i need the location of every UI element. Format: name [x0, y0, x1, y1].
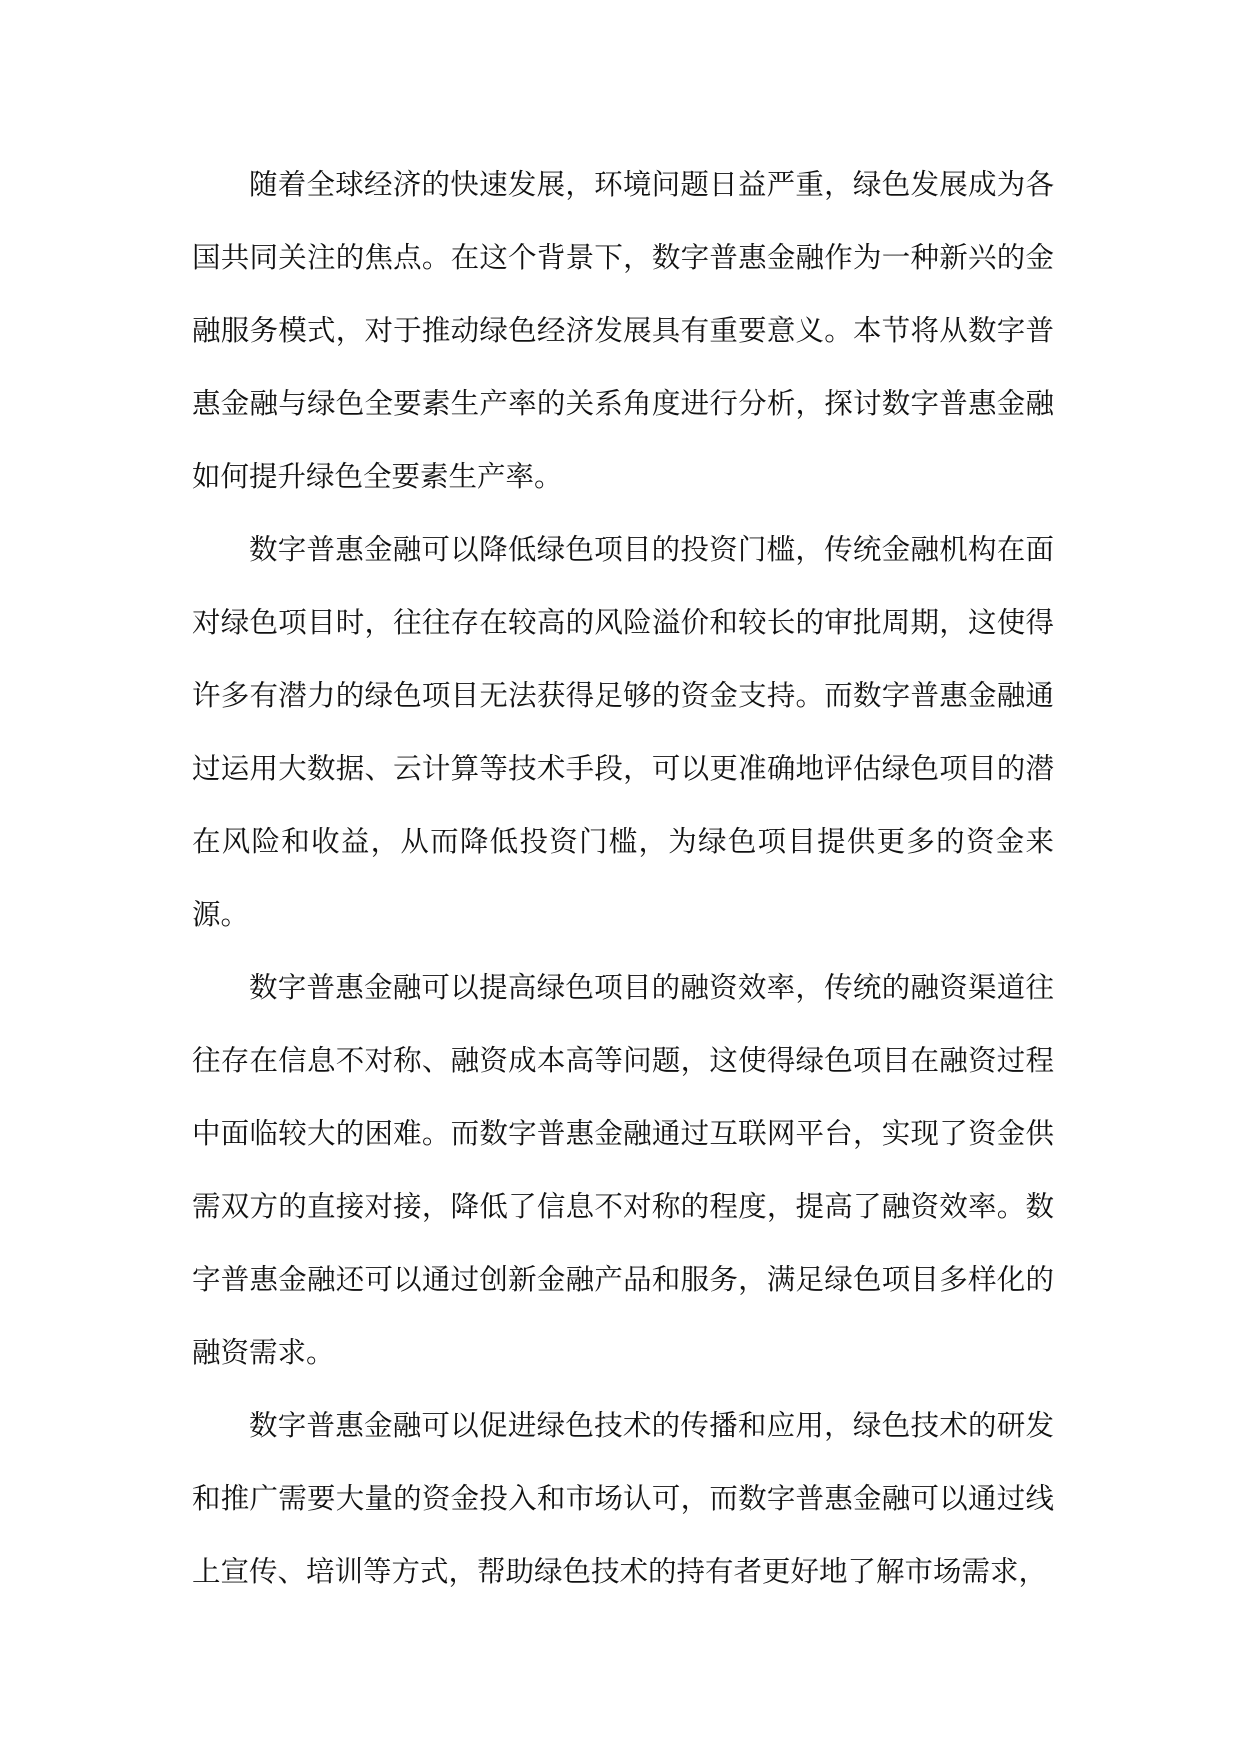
- paragraph-1: 随着全球经济的快速发展，环境问题日益严重，绿色发展成为各国共同关注的焦点。在这个背景下，数字普惠金融作为一种新兴的金融服务模式，对于推动绿色经济发展具有重要意义。本节将从数字普惠金融与绿色全要素生产率的关系角度进行分析，探讨数字普惠金融如何提升绿色全要素生产率。: [192, 168, 1054, 493]
- paragraph-4: 数字普惠金融可以促进绿色技术的传播和应用，绿色技术的研发和推广需要大量的资金投入和市场认可，而数字普惠金融可以通过线上宣传、培训等方式，帮助绿色技术的持有者更好地了解市场需求，: [192, 1409, 1054, 1588]
- paragraph-2: 数字普惠金融可以降低绿色项目的投资门槛，传统金融机构在面对绿色项目时，往往存在较高的风险溢价和较长的审批周期，这使得许多有潜力的绿色项目无法获得足够的资金支持。而数字普惠金融通过运用大数据、云计算等技术手段，可以更准确地评估绿色项目的潜在风险和收益，从而降低投资门槛，为绿色项目提供更多的资金来源。: [192, 533, 1054, 931]
- document-body: [192, 148, 1054, 1608]
- paragraph-3: 数字普惠金融可以提高绿色项目的融资效率，传统的融资渠道往往存在信息不对称、融资成本高等问题，这使得绿色项目在融资过程中面临较大的困难。而数字普惠金融通过互联网平台，实现了资金供需双方的直接对接，降低了信息不对称的程度，提高了融资效率。数字普惠金融还可以通过创新金融产品和服务，满足绿色项目多样化的融资需求。: [192, 971, 1054, 1369]
